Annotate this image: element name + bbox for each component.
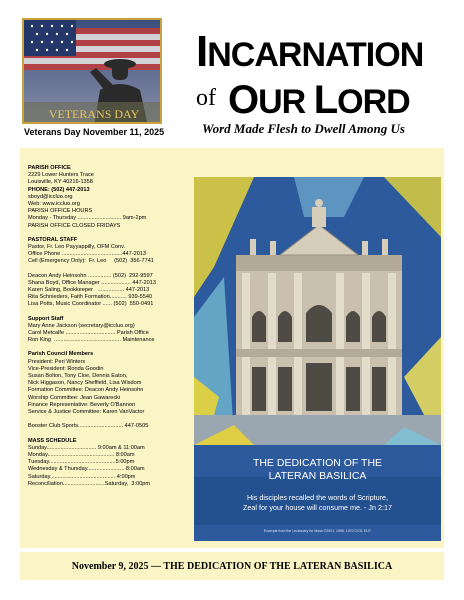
council-line: Finance Representative: Beverly O'Bannon xyxy=(28,401,136,408)
title-incarnation: INCARNATION xyxy=(196,27,424,76)
council-line: Susan Bolton, Tony Cloe, Dennis Eaton, xyxy=(28,373,128,380)
address-line-1: 2229 Lower Hunters Trace xyxy=(28,172,94,179)
office-closed: PARISH OFFICE CLOSED FRIDAYS xyxy=(28,222,121,229)
footer-text: November 9, 2025 — THE DEDICATION OF THE LATERAN BASILICA xyxy=(71,561,393,572)
staff-line: Deacon Andy Heinsohn ............... (502) 292-9597 xyxy=(28,272,153,279)
pastoral-staff-heading: PASTORAL STAFF xyxy=(28,236,78,243)
staff-line: Rita Schnieders, Faith Formation........... 939-5540 xyxy=(28,294,153,301)
title-our-lord: OUR LORD xyxy=(228,78,410,122)
basilica-card-title: THE DEDICATION OF THE LATERAN BASILICA xyxy=(252,457,383,482)
title-subtitle: Word Made Flesh to Dwell Among Us xyxy=(202,121,405,136)
support-line: Mary Anne Jackson (secretary@iccluo.org) xyxy=(28,322,135,329)
parish-council-heading: Parish Council Members xyxy=(28,351,94,358)
council-line: Service & Justice Committee: Karen VanVactor xyxy=(28,409,145,416)
support-staff-heading: Support Staff xyxy=(28,315,64,322)
staff-line: Cell (Emergency Only): Fr. Leo (502) 356-7741 xyxy=(28,258,154,265)
staff-line: Office Phone .......................................447-2013 xyxy=(28,251,147,258)
address-line-2: Louisville, KY 40216-1358 xyxy=(28,179,93,186)
mass-line: Sunday................................ 9:00am & 11:00am xyxy=(28,444,145,451)
basilica-card-quote: His disciples recalled the words of Scripture, Zeal for your house will consume me. - Jn 2:17 xyxy=(242,493,392,512)
council-line: Vice-President: Ronda Goodin xyxy=(28,365,104,372)
council-line: Formation Committee: Deacon Andy Heinsohn xyxy=(28,387,144,394)
booster-club-line: Booster Club Sports............................. 447-0505 xyxy=(28,423,149,430)
support-line: Carol Metcalfe ................................ Parish Office xyxy=(28,330,149,337)
title-of: of xyxy=(196,85,216,111)
staff-line: Pastor, Fr. Leo Payyappilly, OFM Conv. xyxy=(28,244,126,251)
office-hours-heading: PARISH OFFICE HOURS xyxy=(28,208,93,215)
office-hours: Monday - Thursday ............................ 9am-2pm xyxy=(28,215,147,222)
veterans-banner-text: VETERANS DAY xyxy=(48,107,140,121)
veterans-day-caption: Veterans Day November 11, 2025 xyxy=(24,127,165,137)
support-line: Ron King ........................................... Maintenance xyxy=(28,337,155,344)
basilica-card-credit: Excerpts from the Lectionary for Mass ©2001, 1998, 1970 CCD. ELP. xyxy=(263,529,372,533)
council-line: Nick Higgason, Nancy Sheffield, Lisa Wisdom xyxy=(28,380,142,387)
mass-line: Saturday.......................................... 4:00pm xyxy=(28,473,136,480)
staff-line: Karen Saling, Bookkeeper ................. 447-2013 xyxy=(28,287,150,294)
office-web[interactable]: Web: www.iccluo.org xyxy=(28,201,80,208)
veterans-day-image xyxy=(22,18,162,124)
basilica-card xyxy=(194,177,441,541)
mass-line: Reconciliation...........................Saturday, 3:00pm xyxy=(28,480,151,487)
parish-info-column xyxy=(28,165,188,488)
mass-line: Monday........................................... 8:00am xyxy=(28,451,135,458)
council-line: Worship Committee: Jean Gawarecki xyxy=(28,394,121,401)
mass-line: Wednesday & Thursday........................ 8:00am xyxy=(28,466,145,473)
basilica-illustration xyxy=(194,177,441,541)
staff-line: Shana Boyd, Office Manager ................... 447-2013 xyxy=(28,279,157,286)
council-line: President: Peri Winters xyxy=(28,358,86,365)
office-email[interactable]: sboyd@iccluo.org xyxy=(28,193,73,200)
parish-office-heading: PARISH OFFICE xyxy=(28,165,71,171)
mass-schedule-heading: MASS SCHEDULE xyxy=(28,437,77,444)
mass-line: Tuesday...........................................5:00pm xyxy=(28,459,135,466)
staff-line: Lisa Potts, Music Coordinator ...... (502) 550-0491 xyxy=(28,301,154,308)
office-phone: PHONE: (502) 447-2013 xyxy=(28,186,90,193)
